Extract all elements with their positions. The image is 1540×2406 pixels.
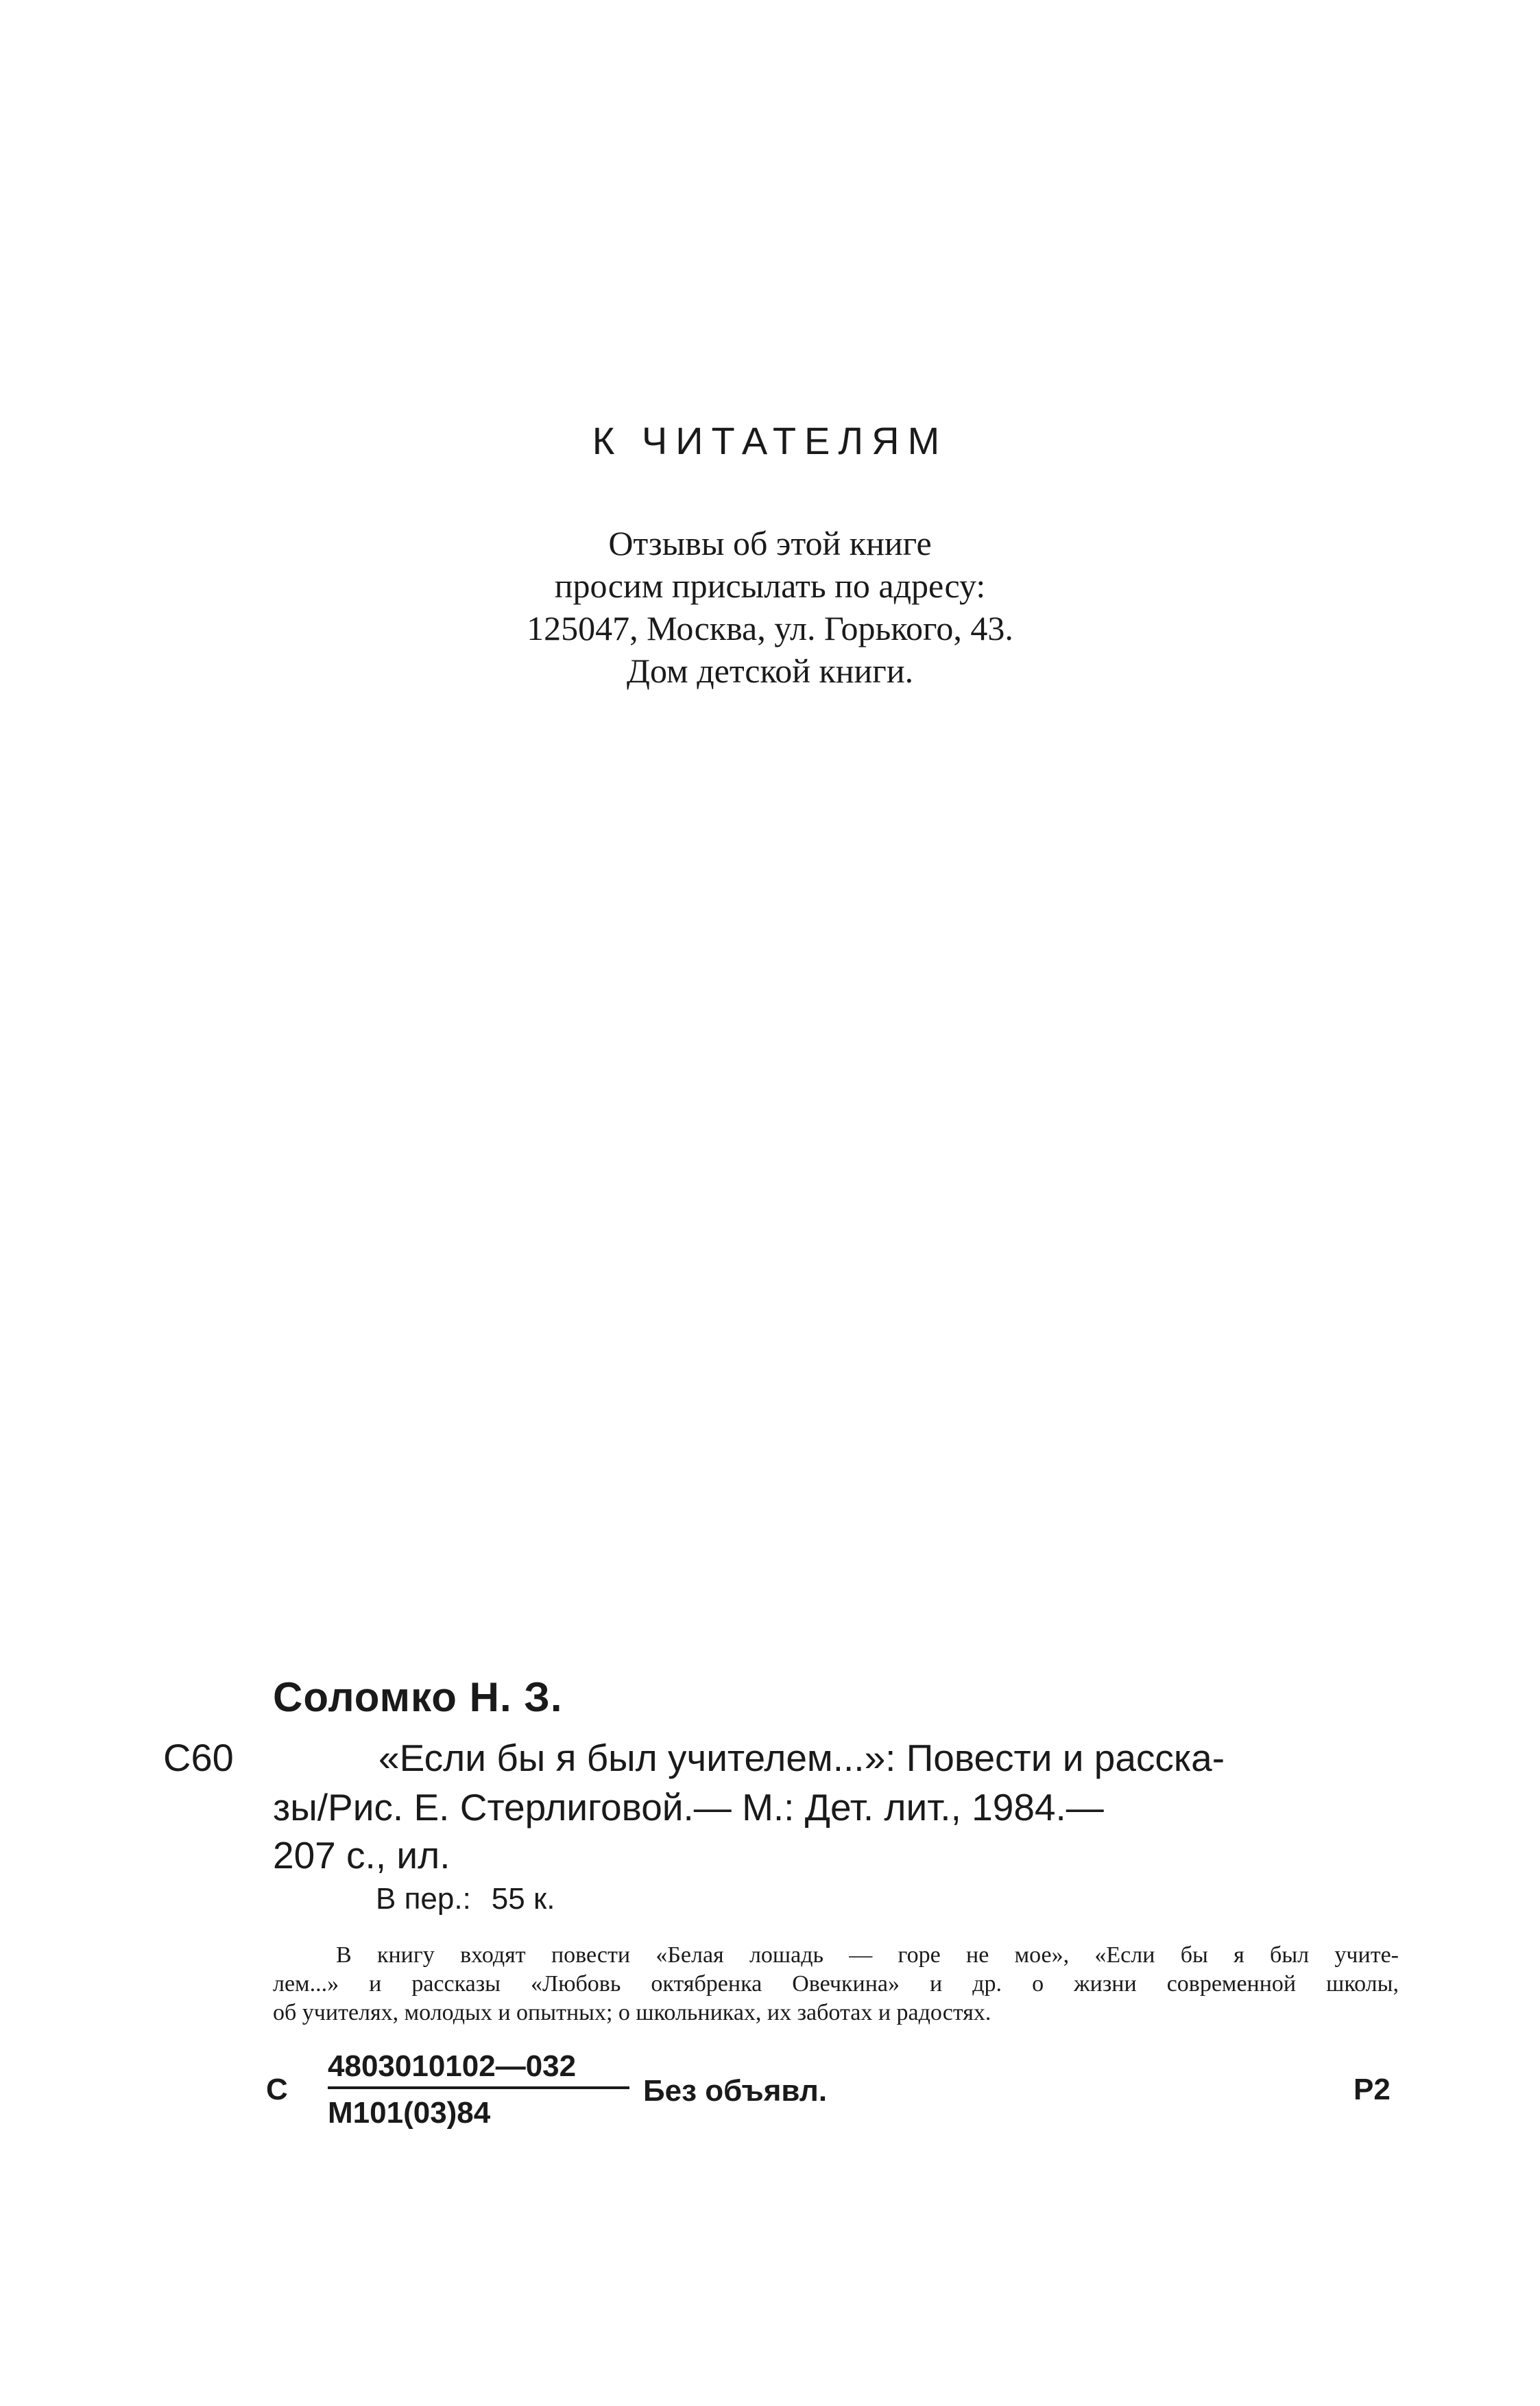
- price-value: 55 к.: [491, 1882, 555, 1916]
- index-letter: С: [266, 2073, 288, 2106]
- description-line-1: «Если бы я был учителем...»: Повести и расска-: [378, 1737, 1225, 1779]
- author-name: Соломко Н. З.: [273, 1674, 563, 1720]
- fraction-denominator: М101(03)84: [328, 2096, 491, 2130]
- fraction-bar: [328, 2086, 629, 2089]
- readers-heading: К ЧИТАТЕЛЯМ: [592, 419, 948, 462]
- readers-line-4: Дом детской книги.: [626, 652, 914, 690]
- readers-address-line: 125047, Москва, ул. Горького, 43.: [527, 609, 1013, 647]
- readers-line-2: просим присылать по адресу:: [554, 567, 986, 605]
- annotation-line-1: В книгу входят повести «Белая лошадь — горе не мое», «Если бы я был учите-: [336, 1942, 1399, 1968]
- bbk-index: Р2: [1353, 2073, 1391, 2106]
- binding-label: В пер.:: [376, 1882, 471, 1916]
- description-line-3: 207 с., ил.: [273, 1834, 450, 1877]
- classification-code: С60: [163, 1736, 234, 1779]
- readers-line-1: Отзывы об этой книге: [608, 524, 932, 562]
- price-line: [376, 1882, 555, 1916]
- description-line-2: зы/Рис. Е. Стерлиговой.— М.: Дет. лит., 1984.—: [273, 1786, 1104, 1829]
- annotation-line-3: об учителях, молодых и опытных; о школьниках, их заботах и радостях.: [273, 2000, 991, 2025]
- no-announcement-note: Без объявл.: [643, 2074, 828, 2108]
- fraction-numerator: 4803010102—032: [328, 2049, 577, 2083]
- annotation-line-2: лем...» и рассказы «Любовь октябренка Овечкина» и др. о жизни современной школы,: [273, 1971, 1399, 1997]
